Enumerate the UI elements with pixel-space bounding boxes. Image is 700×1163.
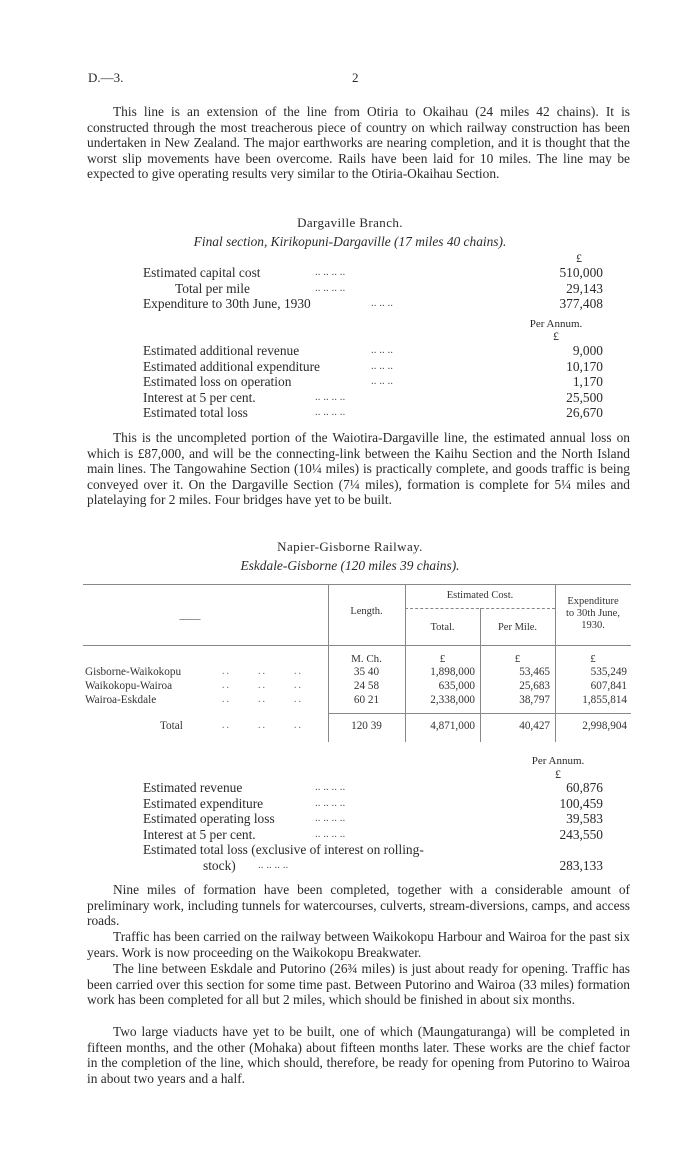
table-total-label: Total [160, 720, 183, 732]
leader-dots: .. .. .. [371, 359, 393, 372]
table-cell-section: Waikokopu-Wairoa [85, 680, 173, 692]
fin-label: Estimated capital cost [143, 265, 261, 280]
fin-row [143, 405, 603, 421]
fin-value: 9,000 [572, 343, 603, 358]
fin-value: 510,000 [559, 265, 603, 280]
document-reference: D.—3. [88, 70, 124, 85]
fin-value: 29,143 [566, 280, 603, 296]
fin-row [143, 281, 603, 297]
fin-label: Total per mile [175, 280, 250, 296]
table-cell-per-mile: 38,797 [519, 694, 550, 706]
fin-value: 1,170 [572, 374, 603, 390]
fin-row [143, 296, 603, 312]
fin-label: Estimated total loss [143, 405, 248, 421]
fin-row [143, 811, 603, 827]
per-annum-unit: £ [555, 767, 561, 781]
intro-paragraph: This line is an extension of the line from Otiria to Okaihau (24 miles 42 chains). It is constructed through the most treacherous piece of country on which railway construction has been undertaken in New Zealand. The major earthworks are nearing completion, and it is thought that the worst slip movements have been overcome. Rails have been laid for 10 miles. The line may be expected to give operating results very similar to the Otiria-Okaihau Section. [87, 104, 630, 182]
section-title-napier: Napier-Gisborne Railway. [277, 539, 423, 554]
table-cell-total: 1,898,000 [430, 666, 475, 678]
leader-dots: .. .. .. [222, 694, 303, 705]
table-cell-expenditure: 535,249 [590, 666, 627, 678]
leader-dots: .. .. .. [371, 375, 393, 388]
page-number: 2 [352, 70, 359, 85]
fin-label: Estimated operating loss [143, 811, 275, 827]
fin-value: 25,500 [566, 389, 603, 405]
napier-annual-block [143, 780, 603, 874]
table-header-estimated-cost: Estimated Cost. [446, 590, 514, 601]
table-cell-per-mile: 25,683 [519, 680, 550, 692]
per-annum-unit: £ [553, 329, 559, 343]
leader-dots: .. .. .. [222, 720, 303, 731]
table-total-length: 120 39 [351, 720, 382, 732]
per-annum-label: Per Annum. [531, 755, 585, 767]
leader-dots: .. .. .. .. [315, 406, 346, 419]
fin-row [143, 842, 603, 858]
fin-row [143, 265, 603, 281]
fin-label: Estimated loss on operation [143, 374, 292, 390]
leader-dots: .. .. .. .. [258, 858, 289, 871]
fin-row [143, 780, 603, 796]
fin-row [143, 390, 603, 406]
table-unit-total: £ [439, 653, 446, 665]
fin-row [143, 359, 603, 375]
table-cell-total: 2,338,000 [430, 694, 475, 706]
fin-value: 39,583 [566, 811, 603, 827]
fin-label: stock) [203, 857, 236, 873]
fin-label: Estimated additional expenditure [143, 358, 321, 374]
fin-value: 10,170 [566, 358, 603, 374]
fin-row [143, 827, 603, 843]
table-cell-length: 60 21 [353, 694, 380, 706]
table-header-expenditure: Expenditure [567, 596, 619, 607]
table-rule-header [83, 645, 631, 646]
napier-paragraph: The line between Eskdale and Putorino (26¾ miles) is just about ready for opening. Traffic has been carried over this section for some time past. Between Putorino and Wairoa (33 miles) formation work has been completed for all but 2 miles, which should be finished in about six months. [87, 961, 630, 1008]
fin-value: 243,550 [559, 826, 603, 842]
table-unit-length: M. Ch. [351, 653, 382, 665]
fin-row [143, 343, 603, 359]
fin-label: Expenditure to 30th June, 1930 [143, 296, 311, 312]
fin-row [143, 858, 603, 874]
leader-dots: .. .. .. .. [315, 827, 346, 840]
fin-label: Estimated expenditure [143, 795, 264, 811]
leader-dots: .. .. .. .. [315, 390, 346, 403]
fin-value: 26,670 [566, 405, 603, 421]
section-subtitle-dargaville: Final section, Kirikopuni-Dargaville (17 miles 40 chains). [193, 234, 507, 249]
table-cell-section: Wairoa-Eskdale [85, 694, 157, 706]
leader-dots: .. .. .. [371, 344, 393, 356]
table-rule-top [83, 584, 631, 585]
currency-unit: £ [576, 251, 582, 265]
fin-label: Estimated additional revenue [143, 343, 300, 358]
leader-dots: .. .. .. .. [315, 281, 346, 294]
napier-paragraph: Nine miles of formation have been completed, together with a considerable amount of preliminary work, including tunnels for watercourses, culverts, stream-diversions, camps, and access roads. [87, 882, 630, 929]
table-cell-expenditure: 1,855,814 [582, 694, 627, 706]
fin-row [143, 374, 603, 390]
leader-dots: .. .. .. .. [315, 781, 346, 793]
table-total-total: 4,871,000 [430, 720, 475, 732]
leader-dots: .. .. .. [222, 680, 303, 691]
table-header-expenditure: to 30th June, [566, 608, 620, 619]
table-header-expenditure: 1930. [581, 620, 605, 631]
table-total-per-mile: 40,427 [519, 720, 550, 732]
per-annum-label: Per Annum. [529, 318, 583, 330]
table-cell-section: Gisborne-Waikokopu [85, 666, 182, 678]
leader-dots: .. .. .. .. [315, 796, 346, 809]
leader-dots: .. .. .. .. [315, 812, 346, 825]
table-cell-expenditure: 607,841 [590, 680, 627, 692]
fin-label: Estimated total loss (exclusive of interest on rolling- [143, 842, 424, 858]
table-header-blank: —— [179, 614, 201, 625]
leader-dots: .. .. .. .. [315, 266, 346, 278]
table-cell-length: 24 58 [353, 680, 380, 692]
section-subtitle-napier: Eskdale-Gisborne (120 miles 39 chains). [240, 558, 460, 573]
fin-row [143, 796, 603, 812]
fin-label: Interest at 5 per cent. [143, 389, 256, 405]
napier-paragraph: Two large viaducts have yet to be built, one of which (Maungaturanga) will be completed in fifteen months, and the other (Mohaka) about fifteen months later. These works are the chief factor in the completion of the line, which should, therefore, be ready for opening from Putorino to Wairoa in about two years and a half. [87, 1024, 630, 1086]
table-cell-length: 35 40 [353, 666, 380, 678]
leader-dots: .. .. .. [371, 297, 393, 310]
fin-label: Estimated revenue [143, 780, 243, 795]
fin-value: 283,133 [559, 857, 603, 873]
table-unit-per-mile: £ [514, 653, 521, 665]
dargaville-paragraph: This is the uncompleted portion of the Waiotira-Dargaville line, the estimated annual loss on which is £87,000, and will be the connecting-link between the Kaihu Section and the North Island main lines. The Tangowahine Section (10¼ miles) is practically complete, and goods traffic is being conveyed over it. On the Dargaville Section (7¼ miles), formation is complete for 5¼ miles and platelaying for 2 miles. Four bridges have yet to be built. [87, 430, 630, 508]
table-header-total: Total. [430, 622, 455, 633]
table-total-expenditure: 2,998,904 [582, 720, 627, 732]
leader-dots: .. .. .. [222, 666, 303, 677]
fin-label: Interest at 5 per cent. [143, 826, 256, 842]
fin-value: 377,408 [559, 296, 603, 312]
fin-value: 100,459 [559, 795, 603, 811]
table-cell-total: 635,000 [438, 680, 475, 692]
section-title-dargaville: Dargaville Branch. [297, 215, 403, 230]
table-header-length: Length. [350, 606, 383, 617]
dargaville-annual-block [143, 343, 603, 421]
table-cell-per-mile: 53,465 [519, 666, 550, 678]
table-unit-expenditure: £ [590, 653, 596, 665]
napier-paragraph: Traffic has been carried on the railway between Waikokopu Harbour and Wairoa for the past six years. Work is now proceeding on the Waikokopu Breakwater. [87, 929, 630, 960]
dargaville-capital-block [143, 265, 603, 312]
fin-value: 60,876 [566, 780, 603, 795]
table-header-per-mile: Per Mile. [497, 622, 538, 633]
